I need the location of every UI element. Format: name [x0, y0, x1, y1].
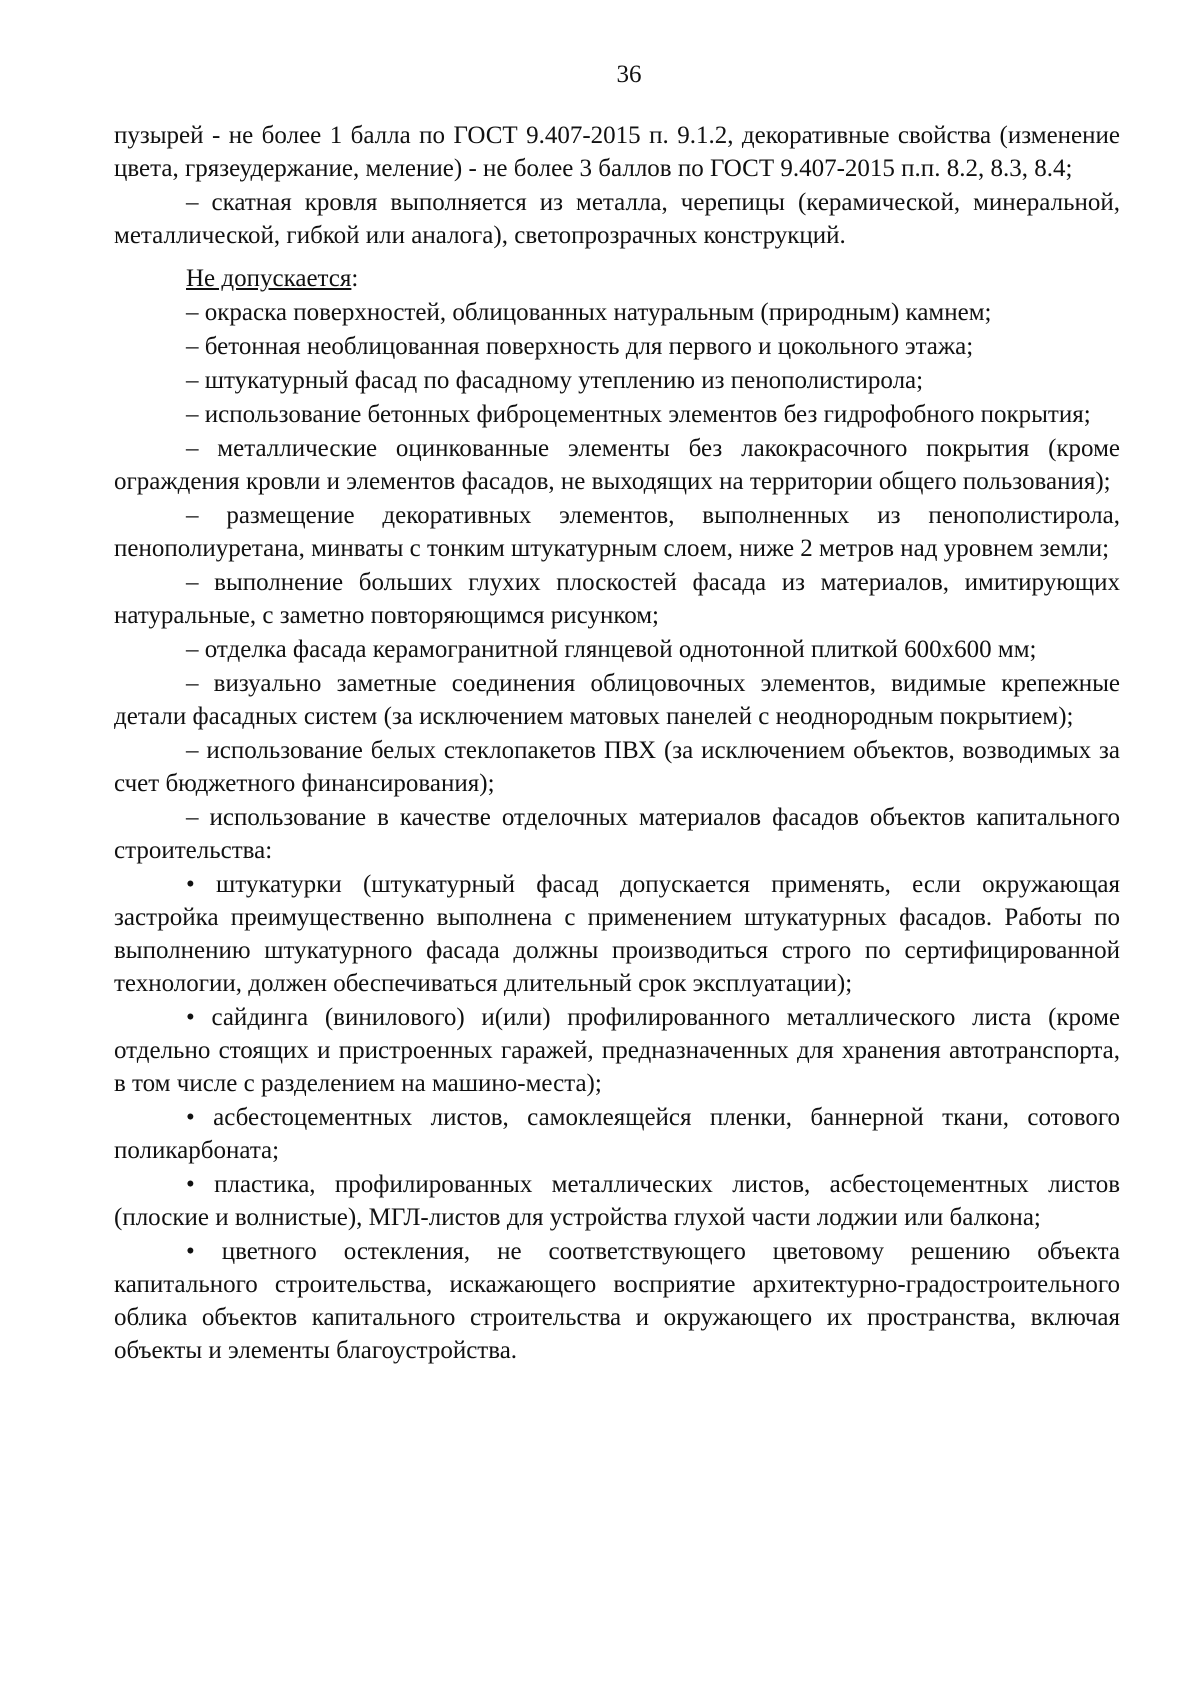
list-item: – бетонная необлицованная поверхность для первого и цокольного этажа; [186, 333, 974, 360]
list-item: – штукатурный фасад по фасадному утеплению из пенополистирола; [186, 367, 924, 394]
page-number: 36 [616, 61, 642, 88]
list-item: – использование белых стеклопакетов ПВХ (за исключением объектов, возводимых за счет бюджетного финансирования); [114, 737, 1120, 797]
list-item: – использование бетонных фиброцементных элементов без гидрофобного покрытия; [186, 401, 1091, 428]
bullet-item: • штукатурки (штукатурный фасад допускается применять, если окружающая застройка преимущественно выполнена с применением штукатурных фасадов. Работы по выполнению штукатурного фасада должны производиться строго по сертифицированной технологии, должен обеспечиваться длительный срок эксплуатации); [114, 871, 1120, 997]
list-item: – окраска поверхностей, облицованных натуральным (природным) камнем; [186, 299, 992, 326]
list-item: – размещение декоративных элементов, выполненных из пенополистирола, пенополиуретана, минваты с тонким штукатурным слоем, ниже 2 метров над уровнем земли; [114, 502, 1120, 562]
heading-colon: : [351, 265, 359, 292]
list-item: – использование в качестве отделочных материалов фасадов объектов капитального строительства: [114, 804, 1120, 864]
list-item: – отделка фасада керамогранитной глянцевой однотонной плиткой 600х600 мм; [186, 636, 1037, 663]
list-item: – выполнение больших глухих плоскостей фасада из материалов, имитирующих натуральные, с заметно повторяющимся рисунком; [114, 569, 1120, 629]
bullet-item: • цветного остекления, не соответствующего цветовому решению объекта капитального строительства, искажающего восприятие архитектурно-градостроительного облика объектов капитального строительства и окружающего их пространства, включая объекты и элементы благоустройства. [114, 1238, 1120, 1364]
bullet-item: • асбестоцементных листов, самоклеящейся пленки, баннерной ткани, сотового поликарбоната; [114, 1104, 1120, 1164]
heading-not-allowed [114, 262, 1120, 295]
bullet-item: • пластика, профилированных металлических листов, асбестоцементных листов (плоские и волнистые), МГЛ-листов для устройства глухой части лоджии или балкона; [114, 1171, 1120, 1231]
paragraph-pitched-roof: – скатная кровля выполняется из металла, черепицы (керамической, минеральной, металлической, гибкой или аналога), светопрозрачных конструкций. [114, 189, 1120, 249]
paragraph-bubbles-continuation: пузырей - не более 1 балла по ГОСТ 9.407-2015 п. 9.1.2, декоративные свойства (изменение цвета, грязеудержание, меление) - не более 3 баллов по ГОСТ 9.407-2015 п.п. 8.2, 8.3, 8.4; [114, 122, 1120, 182]
bullet-item: • сайдинга (винилового) и(или) профилированного металлического листа (кроме отдельно стоящих и пристроенных гаражей, предназначенных для хранения автотранспорта, в том числе с разделением на машино-места); [114, 1004, 1120, 1097]
heading-not-allowed-text: Не допускается [186, 265, 352, 292]
list-item: – визуально заметные соединения облицовочных элементов, видимые крепежные детали фасадных систем (за исключением матовых панелей с неоднородным покрытием); [114, 670, 1120, 730]
list-item: – металлические оцинкованные элементы без лакокрасочного покрытия (кроме ограждения кровли и элементов фасадов, не выходящих на территории общего пользования); [114, 435, 1120, 495]
